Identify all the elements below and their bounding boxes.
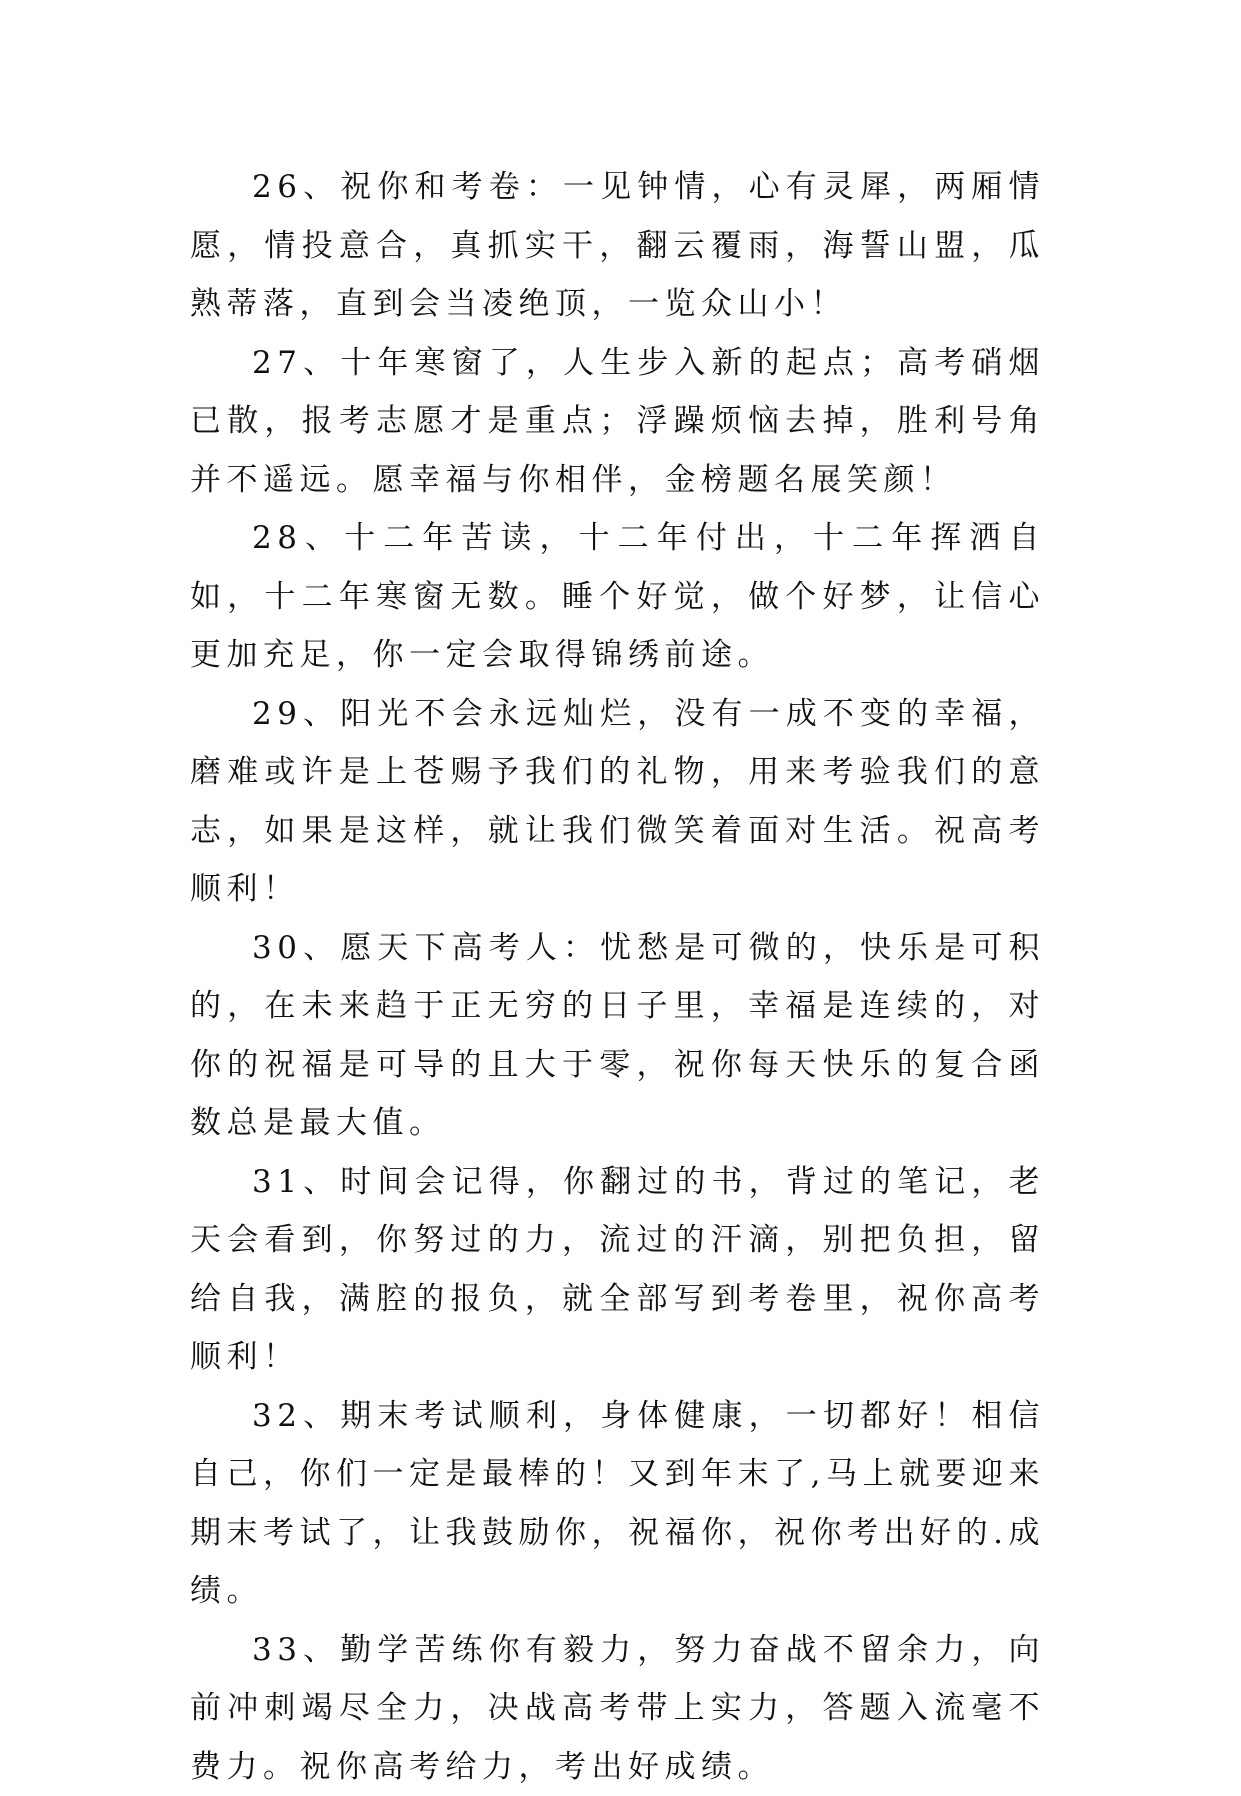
paragraph-26: 26、祝你和考卷：一见钟情，心有灵犀，两厢情愿，情投意合，真抓实干，翻云覆雨，海誓山盟，瓜熟蒂落，直到会当凌绝顶，一览众山小！ [190,158,1045,334]
paragraph-30: 30、愿天下高考人：忧愁是可微的，快乐是可积的，在未来趋于正无穷的日子里，幸福是连续的，对你的祝福是可导的且大于零，祝你每天快乐的复合函数总是最大值。 [190,919,1045,1153]
paragraph-33: 33、勤学苦练你有毅力，努力奋战不留余力，向前冲刺竭尽全力，决战高考带上实力，答题入流毫不费力。祝你高考给力，考出好成绩。 [190,1621,1045,1796]
paragraph-32: 32、期末考试顺利，身体健康，一切都好！相信自己，你们一定是最棒的！又到年末了,马上就要迎来期末考试了，让我鼓励你，祝福你，祝你考出好的.成绩。 [190,1387,1045,1621]
paragraph-29: 29、阳光不会永远灿烂，没有一成不变的幸福，磨难或许是上苍赐予我们的礼物，用来考验我们的意志，如果是这样，就让我们微笑着面对生活。祝高考顺利！ [190,685,1045,919]
paragraph-28: 28、十二年苦读，十二年付出，十二年挥洒自如，十二年寒窗无数。睡个好觉，做个好梦，让信心更加充足，你一定会取得锦绣前途。 [190,509,1045,685]
document-body [190,158,1045,1796]
paragraph-31: 31、时间会记得，你翻过的书，背过的笔记，老天会看到，你努过的力，流过的汗滴，别把负担，留给自我，满腔的报负，就全部写到考卷里，祝你高考顺利！ [190,1153,1045,1387]
paragraph-27: 27、十年寒窗了，人生步入新的起点；高考硝烟已散，报考志愿才是重点；浮躁烦恼去掉，胜利号角并不遥远。愿幸福与你相伴，金榜题名展笑颜！ [190,334,1045,510]
